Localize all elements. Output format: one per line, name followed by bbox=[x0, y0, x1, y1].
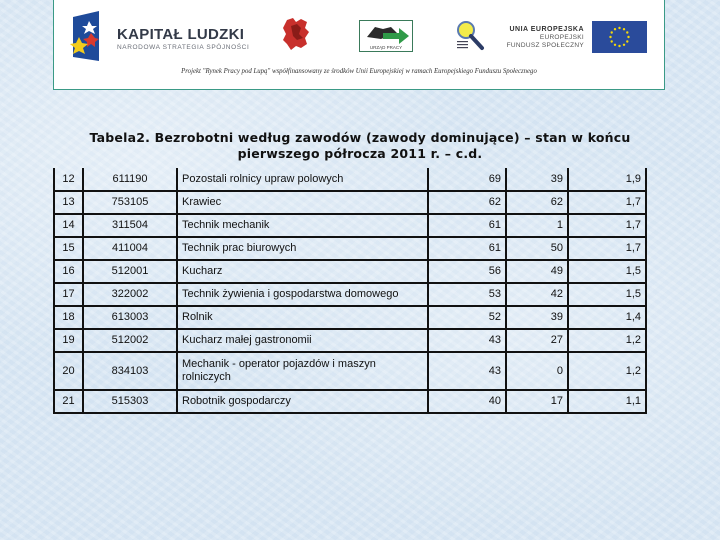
cell-value-1: 56 bbox=[428, 260, 506, 283]
cell-value-3: 1,5 bbox=[568, 260, 646, 283]
cell-lp: 20 bbox=[54, 352, 83, 390]
unia-title: UNIA EUROPEJSKA bbox=[509, 26, 584, 33]
cell-value-1: 43 bbox=[428, 352, 506, 390]
cell-occupation: Kucharz małej gastronomii bbox=[177, 329, 428, 352]
cell-code: 411004 bbox=[83, 237, 177, 260]
cell-value-3: 1,7 bbox=[568, 214, 646, 237]
cell-value-3: 1,9 bbox=[568, 168, 646, 191]
unia-europejska-text bbox=[472, 25, 584, 50]
eu-star-icon bbox=[611, 31, 613, 33]
cell-value-2: 27 bbox=[506, 329, 568, 352]
cell-code: 515303 bbox=[83, 390, 177, 413]
cell-occupation: Kucharz bbox=[177, 260, 428, 283]
cell-code: 512002 bbox=[83, 329, 177, 352]
cell-value-2: 17 bbox=[506, 390, 568, 413]
cell-value-2: 39 bbox=[506, 306, 568, 329]
cell-lp: 13 bbox=[54, 191, 83, 214]
cell-value-1: 62 bbox=[428, 191, 506, 214]
cell-occupation: Pozostali rolnicy upraw polowych bbox=[177, 168, 428, 191]
cell-value-1: 40 bbox=[428, 390, 506, 413]
cell-lp: 15 bbox=[54, 237, 83, 260]
cell-occupation: Mechanik - operator pojazdów i maszyn rolniczych bbox=[177, 352, 428, 390]
kapital-ludzki-wordmark bbox=[117, 27, 249, 52]
eu-flag-icon bbox=[592, 21, 647, 53]
cell-value-2: 1 bbox=[506, 214, 568, 237]
cell-code: 311504 bbox=[83, 214, 177, 237]
cell-value-2: 42 bbox=[506, 283, 568, 306]
table-row bbox=[54, 260, 646, 283]
project-funding-line: Projekt "Rynek Pracy pod Lupą" współfinansowany ze środków Unii Europejskiej w ramach Europejskiego Funduszu Społecznego bbox=[181, 68, 537, 75]
table-title-line2: pierwszego półrocza 2011 r. – c.d. bbox=[237, 146, 483, 161]
table-row bbox=[54, 237, 646, 260]
cell-occupation: Technik mechanik bbox=[177, 214, 428, 237]
cell-value-3: 1,5 bbox=[568, 283, 646, 306]
urzad-pracy-label: URZĄD PRACY bbox=[369, 45, 403, 50]
table-row bbox=[54, 191, 646, 214]
cell-lp: 14 bbox=[54, 214, 83, 237]
cell-value-1: 61 bbox=[428, 214, 506, 237]
eu-star-icon bbox=[618, 27, 620, 29]
cell-occupation: Robotnik gospodarczy bbox=[177, 390, 428, 413]
eu-star-icon bbox=[626, 40, 628, 42]
cell-lp: 17 bbox=[54, 283, 83, 306]
eu-star-icon bbox=[614, 28, 616, 30]
urzad-pracy-logo bbox=[359, 20, 413, 52]
cell-code: 834103 bbox=[83, 352, 177, 390]
cell-value-2: 62 bbox=[506, 191, 568, 214]
cell-value-1: 69 bbox=[428, 168, 506, 191]
cell-value-1: 43 bbox=[428, 329, 506, 352]
cell-value-3: 1,7 bbox=[568, 237, 646, 260]
eu-star-icon bbox=[618, 45, 620, 47]
cell-occupation: Rolnik bbox=[177, 306, 428, 329]
cell-occupation: Technik żywienia i gospodarstwa domowego bbox=[177, 283, 428, 306]
cell-value-2: 39 bbox=[506, 168, 568, 191]
eu-star-icon bbox=[627, 36, 629, 38]
cell-code: 753105 bbox=[83, 191, 177, 214]
table-title bbox=[80, 130, 640, 162]
table-title-line1: Tabela2. Bezrobotni według zawodów (zawody dominujące) – stan w końcu bbox=[89, 130, 631, 145]
kapital-ludzki-subtitle: NARODOWA STRATEGIA SPÓJNOŚCI bbox=[117, 44, 250, 51]
eu-star-icon bbox=[626, 31, 628, 33]
cell-value-3: 1,4 bbox=[568, 306, 646, 329]
cell-value-1: 53 bbox=[428, 283, 506, 306]
cell-lp: 21 bbox=[54, 390, 83, 413]
cell-value-1: 61 bbox=[428, 237, 506, 260]
cell-value-3: 1,2 bbox=[568, 329, 646, 352]
cell-lp: 12 bbox=[54, 168, 83, 191]
table-row bbox=[54, 329, 646, 352]
cell-code: 613003 bbox=[83, 306, 177, 329]
cell-occupation: Krawiec bbox=[177, 191, 428, 214]
kapital-ludzki-logo-icon bbox=[69, 11, 103, 61]
unia-line1: EUROPEJSKI bbox=[539, 34, 584, 41]
eu-star-icon bbox=[611, 40, 613, 42]
cell-code: 322002 bbox=[83, 283, 177, 306]
table-row bbox=[54, 168, 646, 191]
eu-star-icon bbox=[623, 44, 625, 46]
eu-star-icon bbox=[614, 44, 616, 46]
cell-value-1: 52 bbox=[428, 306, 506, 329]
cell-code: 611190 bbox=[83, 168, 177, 191]
eu-star-icon bbox=[623, 28, 625, 30]
unia-line2: FUNDUSZ SPOŁECZNY bbox=[506, 42, 584, 49]
table-row bbox=[54, 214, 646, 237]
cell-value-3: 1,2 bbox=[568, 352, 646, 390]
table-row bbox=[54, 306, 646, 329]
cell-value-3: 1,1 bbox=[568, 390, 646, 413]
cell-value-2: 50 bbox=[506, 237, 568, 260]
table-row bbox=[54, 352, 646, 390]
unemployment-table bbox=[53, 168, 647, 414]
cell-value-2: 0 bbox=[506, 352, 568, 390]
region-crest-griffin-icon bbox=[281, 16, 311, 52]
cell-code: 512001 bbox=[83, 260, 177, 283]
cell-lp: 18 bbox=[54, 306, 83, 329]
cell-occupation: Technik prac biurowych bbox=[177, 237, 428, 260]
table-row bbox=[54, 390, 646, 413]
kapital-ludzki-title: KAPITAŁ LUDZKI bbox=[117, 26, 245, 43]
header-banner bbox=[53, 0, 665, 90]
cell-lp: 19 bbox=[54, 329, 83, 352]
cell-value-3: 1,7 bbox=[568, 191, 646, 214]
cell-lp: 16 bbox=[54, 260, 83, 283]
table-row bbox=[54, 283, 646, 306]
cell-value-2: 49 bbox=[506, 260, 568, 283]
urzad-pracy-arrow-icon bbox=[361, 23, 413, 45]
eu-star-icon bbox=[609, 36, 611, 38]
